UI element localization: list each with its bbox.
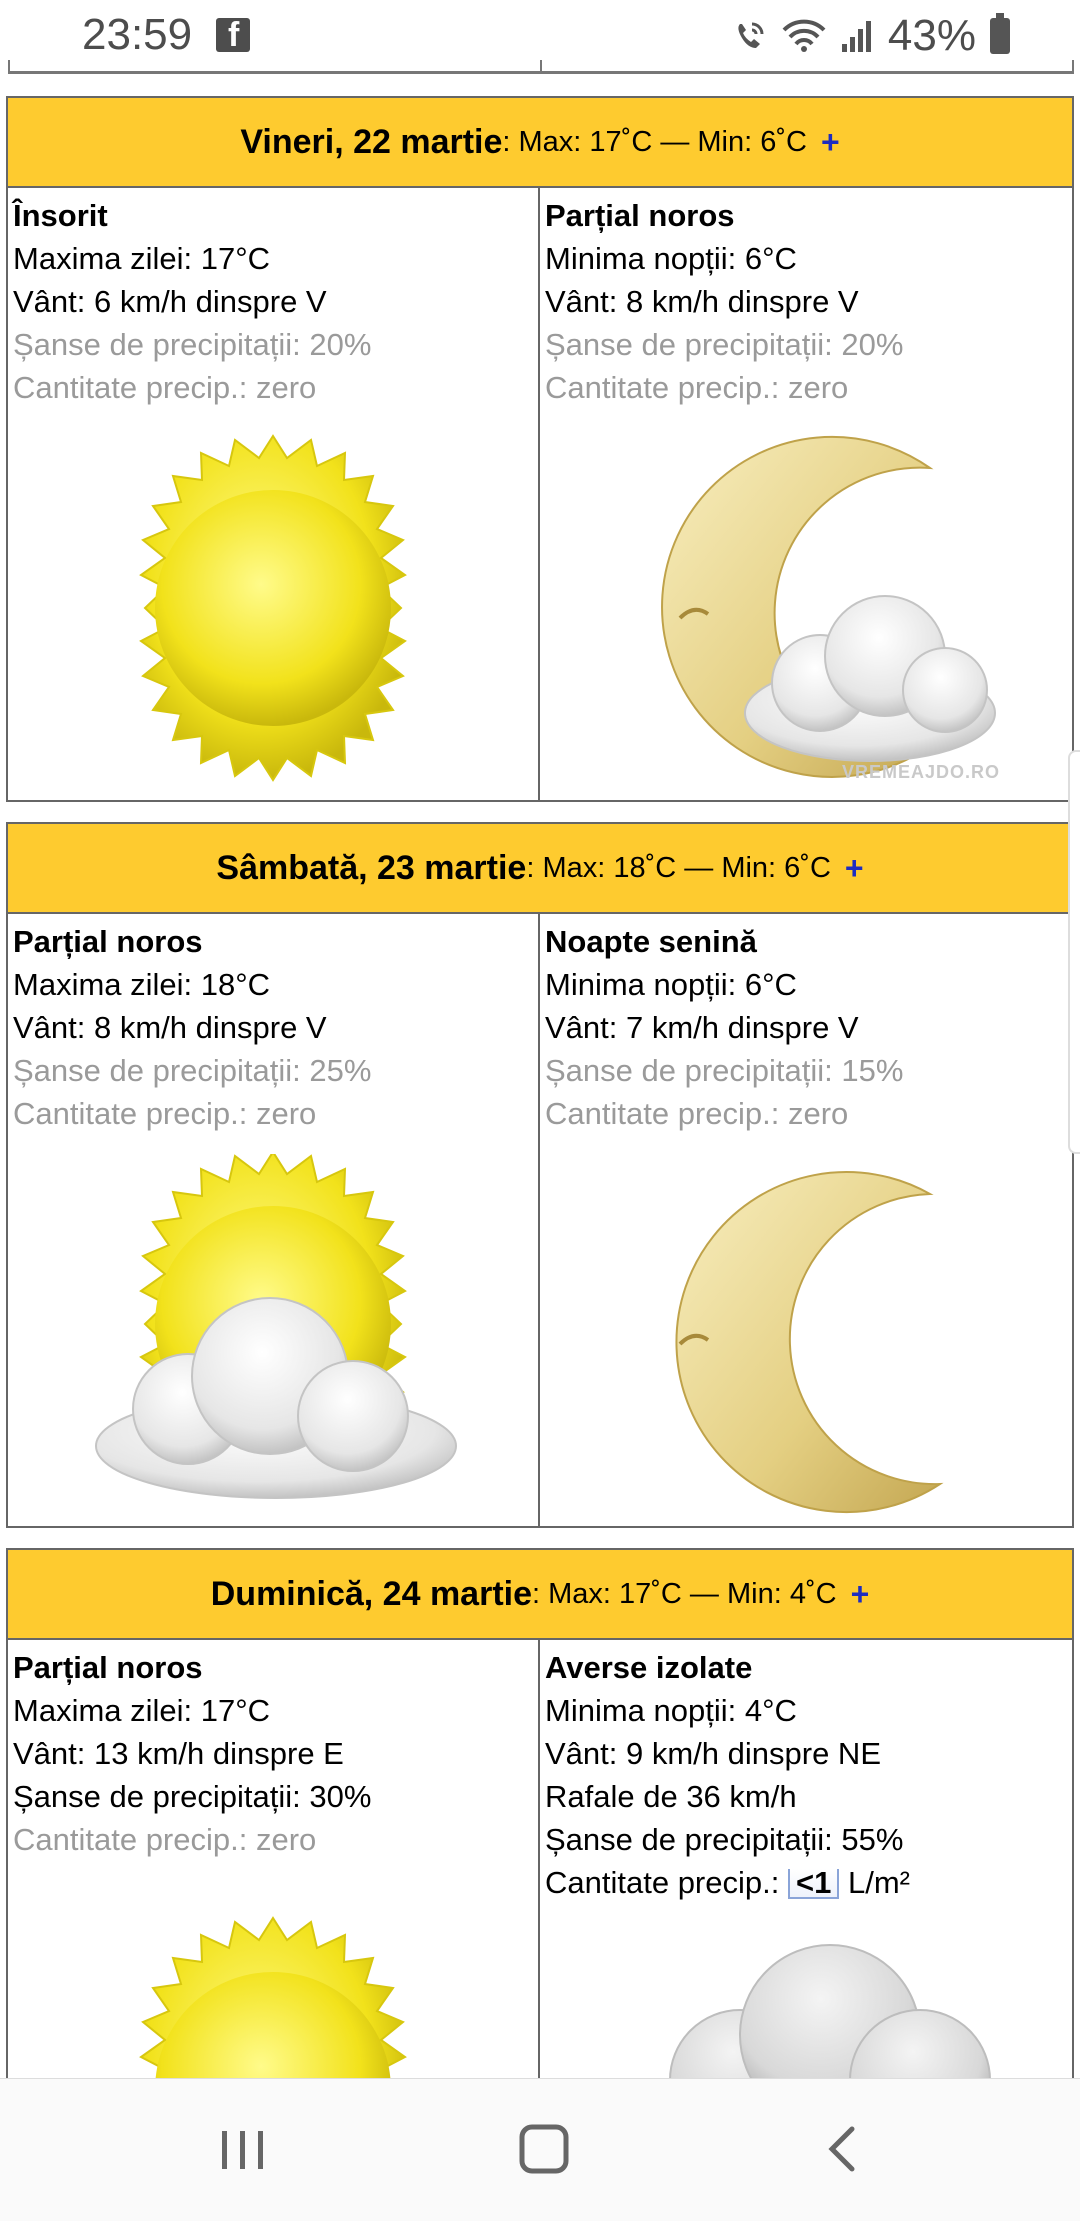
wind: Vânt: 9 km/h dinspre NE	[545, 1736, 881, 1771]
precip-amount: Cantitate precip.: zero	[13, 370, 317, 405]
wifi-icon	[782, 18, 826, 54]
temperature: Minima nopții: 4°C	[545, 1693, 797, 1728]
day-part	[8, 914, 540, 1526]
day-header	[8, 98, 1072, 188]
precip-chance: Șanse de precipitații: 20%	[13, 327, 372, 362]
day-header	[8, 824, 1072, 914]
temperature: Minima nopții: 6°C	[545, 967, 797, 1002]
expand-button[interactable]: +	[844, 849, 864, 886]
status-icons	[732, 12, 1010, 60]
sun-icon	[8, 428, 538, 788]
navigation-bar	[0, 2078, 1080, 2221]
day-forecast	[6, 822, 1074, 1528]
condition: Însorit	[13, 198, 108, 233]
expand-button[interactable]: +	[820, 123, 840, 160]
wind: Vânt: 13 km/h dinspre E	[13, 1736, 344, 1771]
day-forecast	[6, 96, 1074, 802]
precip-amount	[545, 1861, 1067, 1904]
battery-percent: 43%	[887, 11, 976, 60]
precip-amount: Cantitate precip.: zero	[13, 1096, 317, 1131]
day-part	[8, 1640, 540, 2090]
night-part	[540, 914, 1072, 1526]
precip-amount: Cantitate precip.: zero	[13, 1822, 317, 1857]
precip-chance: Șanse de precipitații: 15%	[545, 1053, 904, 1088]
day-title: Vineri, 22 martie	[240, 122, 503, 161]
day-summary: : Max: 17˚C — Min: 4˚C	[532, 1577, 837, 1610]
day-forecast	[6, 1548, 1074, 2088]
facebook-icon: f	[216, 18, 250, 52]
precip-chance: Șanse de precipitații: 55%	[545, 1822, 904, 1857]
day-header	[8, 1550, 1072, 1640]
watermark: VREMEAJDO.RO	[841, 762, 1000, 782]
sun-cloud-icon	[8, 1154, 538, 1514]
night-part	[540, 188, 1072, 800]
day-part	[8, 188, 540, 800]
day-title: Duminică, 24 martie	[210, 1574, 532, 1613]
condition: Parțial noros	[13, 924, 203, 959]
condition: Parțial noros	[545, 198, 735, 233]
wifi-call-icon	[732, 18, 768, 54]
condition: Noapte senină	[545, 924, 757, 959]
back-button[interactable]	[810, 2119, 880, 2179]
sun-cloud-icon	[8, 1910, 538, 2090]
cloud-icon	[540, 1940, 1070, 2090]
precip-chance: Șanse de precipitații: 20%	[545, 327, 904, 362]
condition: Parțial noros	[13, 1650, 203, 1685]
wind: Vânt: 8 km/h dinspre V	[545, 284, 859, 319]
recents-button[interactable]	[208, 2119, 278, 2179]
home-button[interactable]	[510, 2119, 580, 2179]
clock: 23:59	[82, 10, 193, 59]
precip-amount: Cantitate precip.: zero	[545, 370, 849, 405]
precip-amount-value: <1	[788, 1869, 839, 1899]
previous-day-table-edge	[8, 60, 1074, 74]
condition: Averse izolate	[545, 1650, 753, 1685]
temperature: Minima nopții: 6°C	[545, 241, 797, 276]
precip-amount-unit: L/m²	[847, 1865, 910, 1900]
gusts: Rafale de 36 km/h	[545, 1779, 797, 1814]
expand-button[interactable]: +	[850, 1575, 870, 1612]
day-summary: : Max: 17˚C — Min: 6˚C	[502, 125, 807, 158]
temperature: Maxima zilei: 18°C	[13, 967, 271, 1002]
signal-icon	[840, 18, 874, 54]
day-summary: : Max: 18˚C — Min: 6˚C	[526, 851, 831, 884]
precip-amount-label: Cantitate precip.:	[545, 1865, 780, 1900]
night-part	[540, 1640, 1072, 2090]
moon-cloud-icon	[540, 428, 1070, 788]
moon-icon	[540, 1154, 1070, 1514]
wind: Vânt: 7 km/h dinspre V	[545, 1010, 859, 1045]
temperature: Maxima zilei: 17°C	[13, 1693, 271, 1728]
precip-amount: Cantitate precip.: zero	[545, 1096, 849, 1131]
day-title: Sâmbată, 23 martie	[216, 848, 527, 887]
battery-icon	[990, 18, 1010, 54]
precip-chance: Șanse de precipitații: 30%	[13, 1779, 372, 1814]
precip-chance: Șanse de precipitații: 25%	[13, 1053, 372, 1088]
wind: Vânt: 8 km/h dinspre V	[13, 1010, 327, 1045]
scroll-handle[interactable]	[1068, 750, 1080, 1154]
temperature: Maxima zilei: 17°C	[13, 241, 271, 276]
wind: Vânt: 6 km/h dinspre V	[13, 284, 327, 319]
